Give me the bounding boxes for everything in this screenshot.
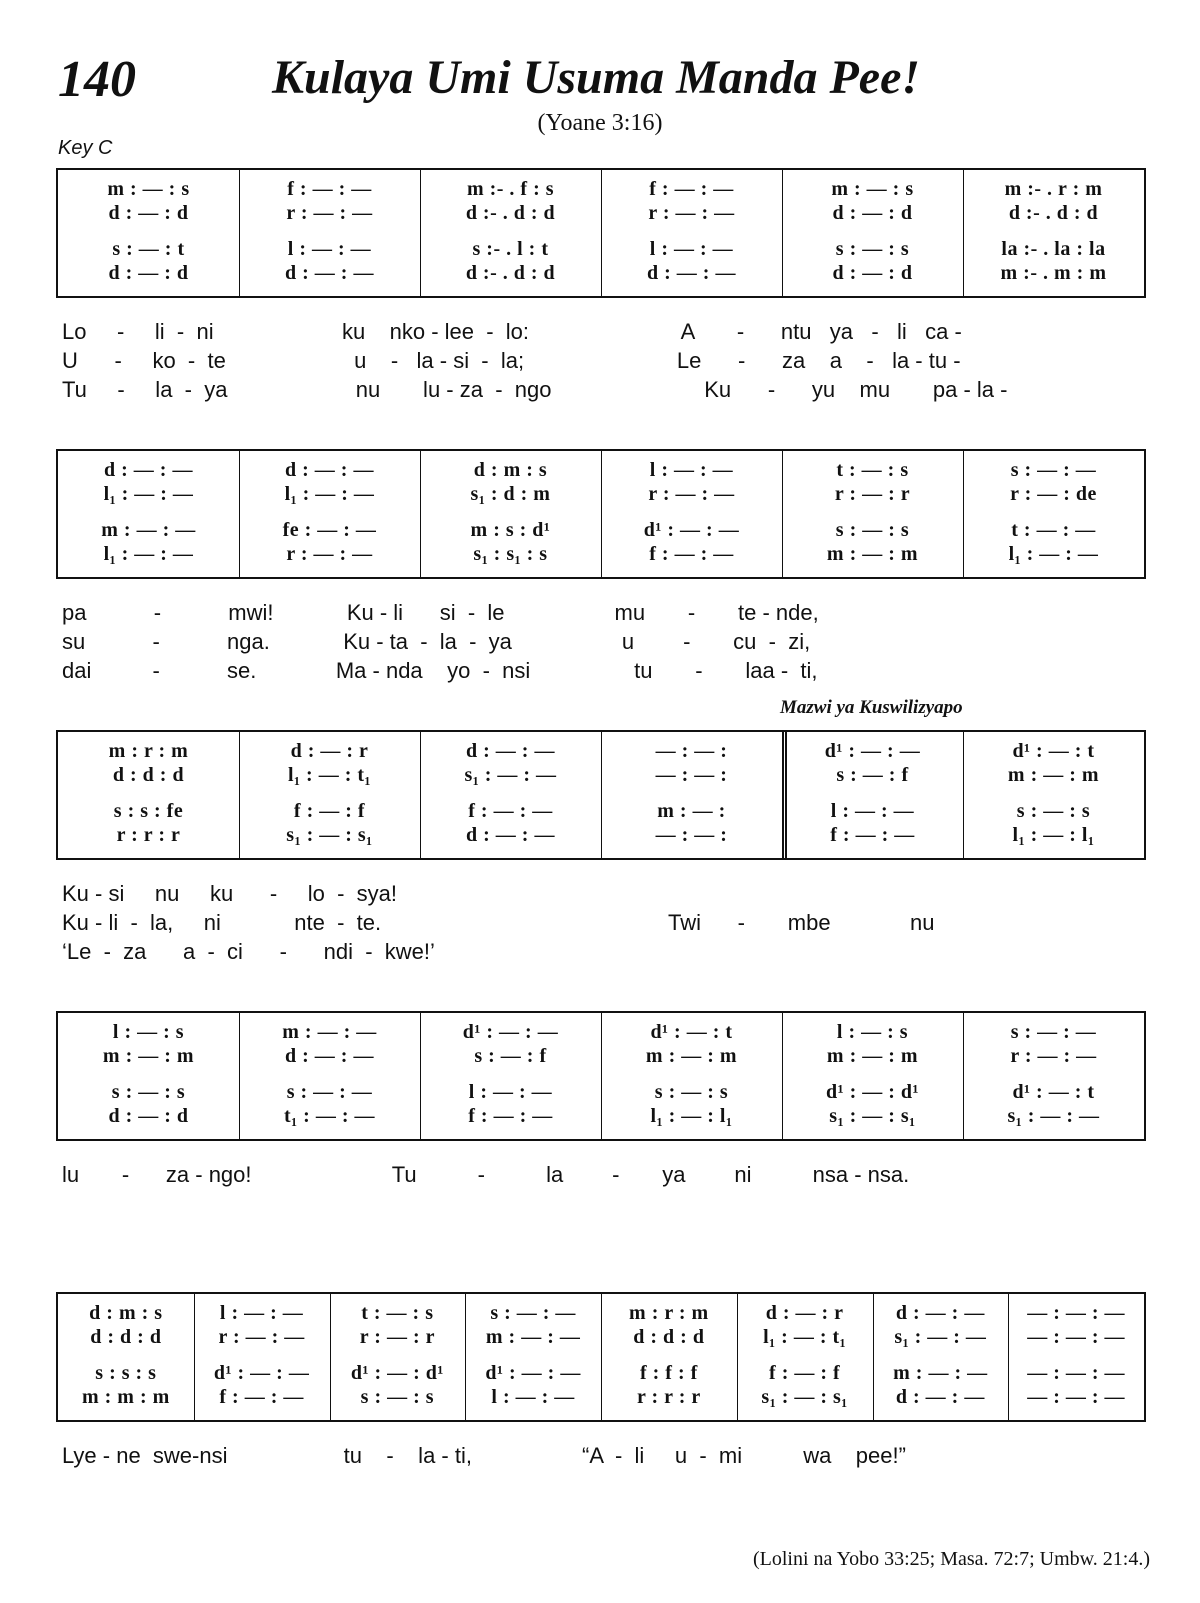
solfa-measure: s₁ : — : —: [1007, 1105, 1100, 1127]
solfa-measure: s : — : s: [1016, 800, 1091, 822]
music-system-1: [56, 168, 1146, 298]
solfa-measure: r : — : —: [286, 202, 373, 224]
notation-row: [58, 1326, 1144, 1350]
solfa-measure: t : — : s: [836, 459, 909, 481]
solfa-measure: d : — : r: [765, 1302, 844, 1324]
solfa-measure: d : m : s: [89, 1302, 163, 1324]
solfa-measure: s₁ : — : —: [464, 764, 557, 786]
solfa-measure: r : — : r: [834, 483, 911, 505]
solfa-measure: m : — : —: [101, 519, 196, 541]
solfa-measure: d : — : d: [108, 202, 189, 224]
solfa-measure: r : — : r: [359, 1326, 435, 1348]
solfa-measure: s₁ : — : s₁: [286, 824, 373, 846]
solfa-measure: d : — : —: [285, 459, 374, 481]
notation-row: [58, 824, 1144, 848]
solfa-measure: m : — : —: [485, 1326, 581, 1348]
solfa-measure: r : r : r: [637, 1386, 701, 1408]
lyrics-block-3: [62, 881, 1142, 968]
solfa-measure: l : — : —: [491, 1386, 575, 1408]
solfa-measure: d¹ : — : —: [213, 1362, 310, 1384]
scripture-reference: (Yoane 3:16): [537, 110, 663, 136]
solfa-measure: f : — : —: [219, 1386, 304, 1408]
solfa-measure: d : — : —: [466, 740, 555, 762]
solfa-measure: m : — : s: [831, 178, 914, 200]
solfa-measure: d : — : r: [290, 740, 369, 762]
solfa-measure: s₁ : — : s₁: [829, 1105, 916, 1127]
music-system-3: [56, 730, 1146, 860]
notation-row: [58, 543, 1144, 567]
solfa-measure: m : — : s: [107, 178, 190, 200]
solfa-measure: l₁ : — : —: [284, 483, 375, 505]
solfa-measure: l₁ : — : —: [103, 483, 194, 505]
notation-row: [58, 1081, 1144, 1105]
solfa-measure: s :- . l : t: [472, 238, 549, 260]
solfa-measure: d¹ : — : —: [462, 1021, 559, 1043]
solfa-measure: — : — :: [655, 740, 728, 762]
lyric-line: ‘Le - za a - ci - ndi - kwe!’: [62, 939, 435, 964]
notation-row: [58, 238, 1144, 262]
solfa-measure: l : — : s: [112, 1021, 185, 1043]
solfa-measure: d : d : d: [90, 1326, 162, 1348]
notation-row: [58, 1045, 1144, 1069]
solfa-measure: s : — : —: [1010, 1021, 1097, 1043]
solfa-measure: s : — : s: [835, 238, 910, 260]
solfa-measure: d¹ : — : d¹: [825, 1081, 920, 1103]
notation-row: [58, 202, 1144, 226]
solfa-measure: f : — : —: [287, 178, 372, 200]
solfa-measure: m : — :: [657, 800, 726, 822]
solfa-measure: m :- . f : s: [466, 178, 555, 200]
solfa-measure: — : — : —: [1027, 1302, 1126, 1324]
solfa-measure: d¹ : — : —: [824, 740, 921, 762]
music-system-2: [56, 449, 1146, 579]
solfa-measure: s : — : —: [1010, 459, 1097, 481]
notation-row: [58, 1386, 1144, 1410]
solfa-measure: s : — : t: [112, 238, 185, 260]
solfa-measure: m : — : m: [826, 1045, 919, 1067]
lyric-line: Ku - si nu ku - lo - sya!: [62, 881, 397, 906]
solfa-measure: d : — : —: [466, 824, 555, 846]
solfa-measure: fe : — : —: [282, 519, 377, 541]
solfa-measure: l : — : —: [649, 459, 734, 481]
notation-row: [58, 262, 1144, 286]
solfa-measure: d : — : —: [285, 1045, 374, 1067]
chorus-label: Mazwi ya Kuswilizyapo: [780, 697, 963, 718]
footer-references: (Lolini na Yobo 33:25; Masa. 72:7; Umbw. 21:4.): [752, 1548, 1150, 1570]
notation-row: [58, 483, 1144, 507]
solfa-measure: d : — : d: [108, 262, 189, 284]
solfa-measure: l : — : —: [649, 238, 734, 260]
solfa-measure: s : s : fe: [113, 800, 184, 822]
notation-row: [58, 519, 1144, 543]
lyric-line: U - ko - te u - la - si - la; Le - za a - la - tu -: [62, 348, 961, 373]
solfa-measure: m : m : m: [81, 1386, 170, 1408]
notation-row: [58, 740, 1144, 764]
solfa-measure: s₁ : — : s₁: [761, 1386, 848, 1408]
solfa-measure: m : — : m: [1007, 764, 1100, 786]
lyric-line: Lye - ne swe-nsi tu - la - ti, “A - li u - mi wa pee!”: [62, 1443, 906, 1468]
music-system-5: [56, 1292, 1146, 1422]
solfa-measure: d : — : —: [104, 459, 193, 481]
solfa-measure: d : — : d: [832, 202, 913, 224]
solfa-measure: d : — : d: [108, 1105, 189, 1127]
music-system-4: [56, 1011, 1146, 1141]
solfa-measure: l : — : —: [287, 238, 372, 260]
solfa-measure: m : — : —: [282, 1021, 377, 1043]
solfa-measure: r : — : —: [286, 543, 373, 565]
solfa-measure: f : — : —: [649, 543, 734, 565]
solfa-measure: l : — : s: [836, 1021, 909, 1043]
solfa-measure: l₁ : — : —: [1008, 543, 1099, 565]
notation-row: [58, 800, 1144, 824]
lyric-line: dai - se. Ma - nda yo - nsi tu - laa - ti,: [62, 658, 818, 683]
solfa-measure: — : — : —: [1027, 1362, 1126, 1384]
solfa-measure: s : — : s: [111, 1081, 186, 1103]
solfa-measure: m : s : d¹: [470, 519, 551, 541]
lyric-line: Tu - la - ya nu lu - za - ngo Ku - yu mu pa - la -: [62, 377, 1008, 402]
solfa-measure: d¹ : — : t: [650, 1021, 733, 1043]
solfa-measure: d¹ : — : d¹: [350, 1362, 444, 1384]
solfa-measure: s : — : s: [654, 1081, 729, 1103]
solfa-measure: — : — : —: [1027, 1326, 1126, 1348]
solfa-measure: s₁ : — : —: [894, 1326, 987, 1348]
solfa-measure: m :- . r : m: [1004, 178, 1103, 200]
lyric-line: Ku - li - la, ni nte - te. Twi - mbe nu: [62, 910, 935, 935]
solfa-measure: r : — : —: [1010, 1045, 1097, 1067]
solfa-measure: m : — : m: [826, 543, 919, 565]
solfa-measure: l₁ : — : l₁: [650, 1105, 733, 1127]
solfa-measure: f : — : f: [293, 800, 366, 822]
solfa-measure: d¹ : — : t: [1012, 1081, 1095, 1103]
lyrics-block-4: [62, 1162, 1142, 1191]
solfa-measure: l₁ : — : l₁: [1012, 824, 1095, 846]
solfa-measure: t : — : s: [361, 1302, 434, 1324]
solfa-measure: m :- . m : m: [1000, 262, 1107, 284]
solfa-measure: d : — : d: [832, 262, 913, 284]
notation-row: [58, 459, 1144, 483]
solfa-measure: d : — : —: [647, 262, 736, 284]
solfa-measure: l₁ : — : t₁: [763, 1326, 847, 1348]
notation-row: [58, 764, 1144, 788]
solfa-measure: d : d : d: [633, 1326, 705, 1348]
lyric-line: su - nga. Ku - ta - la - ya u - cu - zi,: [62, 629, 811, 654]
solfa-measure: f : — : —: [468, 800, 553, 822]
solfa-measure: s₁ : s₁ : s: [473, 543, 548, 565]
solfa-measure: d¹ : — : —: [643, 519, 740, 541]
solfa-measure: s : — : s: [835, 519, 910, 541]
solfa-measure: f : — : —: [468, 1105, 553, 1127]
solfa-measure: s : — : —: [490, 1302, 576, 1324]
solfa-measure: s : — : —: [286, 1081, 373, 1103]
solfa-measure: d¹ : — : t: [1012, 740, 1095, 762]
solfa-measure: l₁ : — : —: [103, 543, 194, 565]
solfa-measure: r : r : r: [116, 824, 181, 846]
solfa-measure: l : — : —: [830, 800, 915, 822]
solfa-measure: m : r : m: [629, 1302, 709, 1324]
solfa-measure: f : — : f: [769, 1362, 841, 1384]
solfa-measure: d : — : —: [895, 1386, 985, 1408]
solfa-measure: r : — : de: [1010, 483, 1097, 505]
solfa-measure: m : r : m: [108, 740, 189, 762]
solfa-measure: m : — : —: [893, 1362, 988, 1384]
solfa-measure: s : — : f: [836, 764, 909, 786]
lyric-line: Lo - li - ni ku nko - lee - lo: A - ntu ya - li ca -: [62, 319, 962, 344]
solfa-measure: d : — : —: [895, 1302, 985, 1324]
solfa-measure: s : — : f: [474, 1045, 547, 1067]
solfa-measure: d¹ : — : —: [485, 1362, 581, 1384]
notation-row: [58, 1105, 1144, 1129]
hymn-number: 140: [58, 51, 136, 108]
notation-row: [58, 178, 1144, 202]
solfa-measure: d : m : s: [473, 459, 548, 481]
solfa-measure: t₁ : — : —: [284, 1105, 375, 1127]
solfa-measure: d : — : —: [285, 262, 374, 284]
notation-row: [58, 1362, 1144, 1386]
solfa-measure: m : — : m: [102, 1045, 195, 1067]
solfa-measure: s₁ : d : m: [470, 483, 551, 505]
solfa-measure: la :- . la : la: [1001, 238, 1106, 260]
solfa-measure: r : — : —: [648, 483, 735, 505]
solfa-measure: d :- . d : d: [1008, 202, 1099, 224]
solfa-measure: f : f : f: [639, 1362, 698, 1384]
lyrics-block-1: [62, 319, 1142, 406]
solfa-measure: — : — :: [655, 764, 728, 786]
lyric-line: pa - mwi! Ku - li si - le mu - te - nde,: [62, 600, 819, 625]
solfa-measure: f : — : —: [830, 824, 915, 846]
notation-row: [58, 1302, 1144, 1326]
lyric-line: lu - za - ngo! Tu - la - ya ni nsa - nsa.: [62, 1162, 910, 1187]
solfa-measure: f : — : —: [649, 178, 734, 200]
notation-row: [58, 1021, 1144, 1045]
solfa-measure: m : — : m: [645, 1045, 738, 1067]
solfa-measure: r : — : —: [648, 202, 735, 224]
solfa-measure: — : — : —: [1027, 1386, 1126, 1408]
solfa-measure: s : — : s: [360, 1386, 435, 1408]
key-signature: Key C: [58, 137, 113, 159]
solfa-measure: s : s : s: [95, 1362, 157, 1384]
solfa-measure: l₁ : — : t₁: [287, 764, 372, 786]
solfa-measure: l : — : —: [468, 1081, 553, 1103]
solfa-measure: — : — :: [655, 824, 728, 846]
solfa-measure: t : — : —: [1011, 519, 1096, 541]
solfa-measure: d :- . d : d: [465, 262, 556, 284]
lyrics-block-5: [62, 1443, 1142, 1472]
solfa-measure: l : — : —: [219, 1302, 304, 1324]
solfa-measure: r : — : —: [218, 1326, 305, 1348]
solfa-measure: d :- . d : d: [465, 202, 556, 224]
lyrics-block-2: [62, 600, 1142, 687]
solfa-measure: d : d : d: [112, 764, 185, 786]
hymn-title: Kulaya Umi Usuma Manda Pee!: [272, 51, 921, 104]
